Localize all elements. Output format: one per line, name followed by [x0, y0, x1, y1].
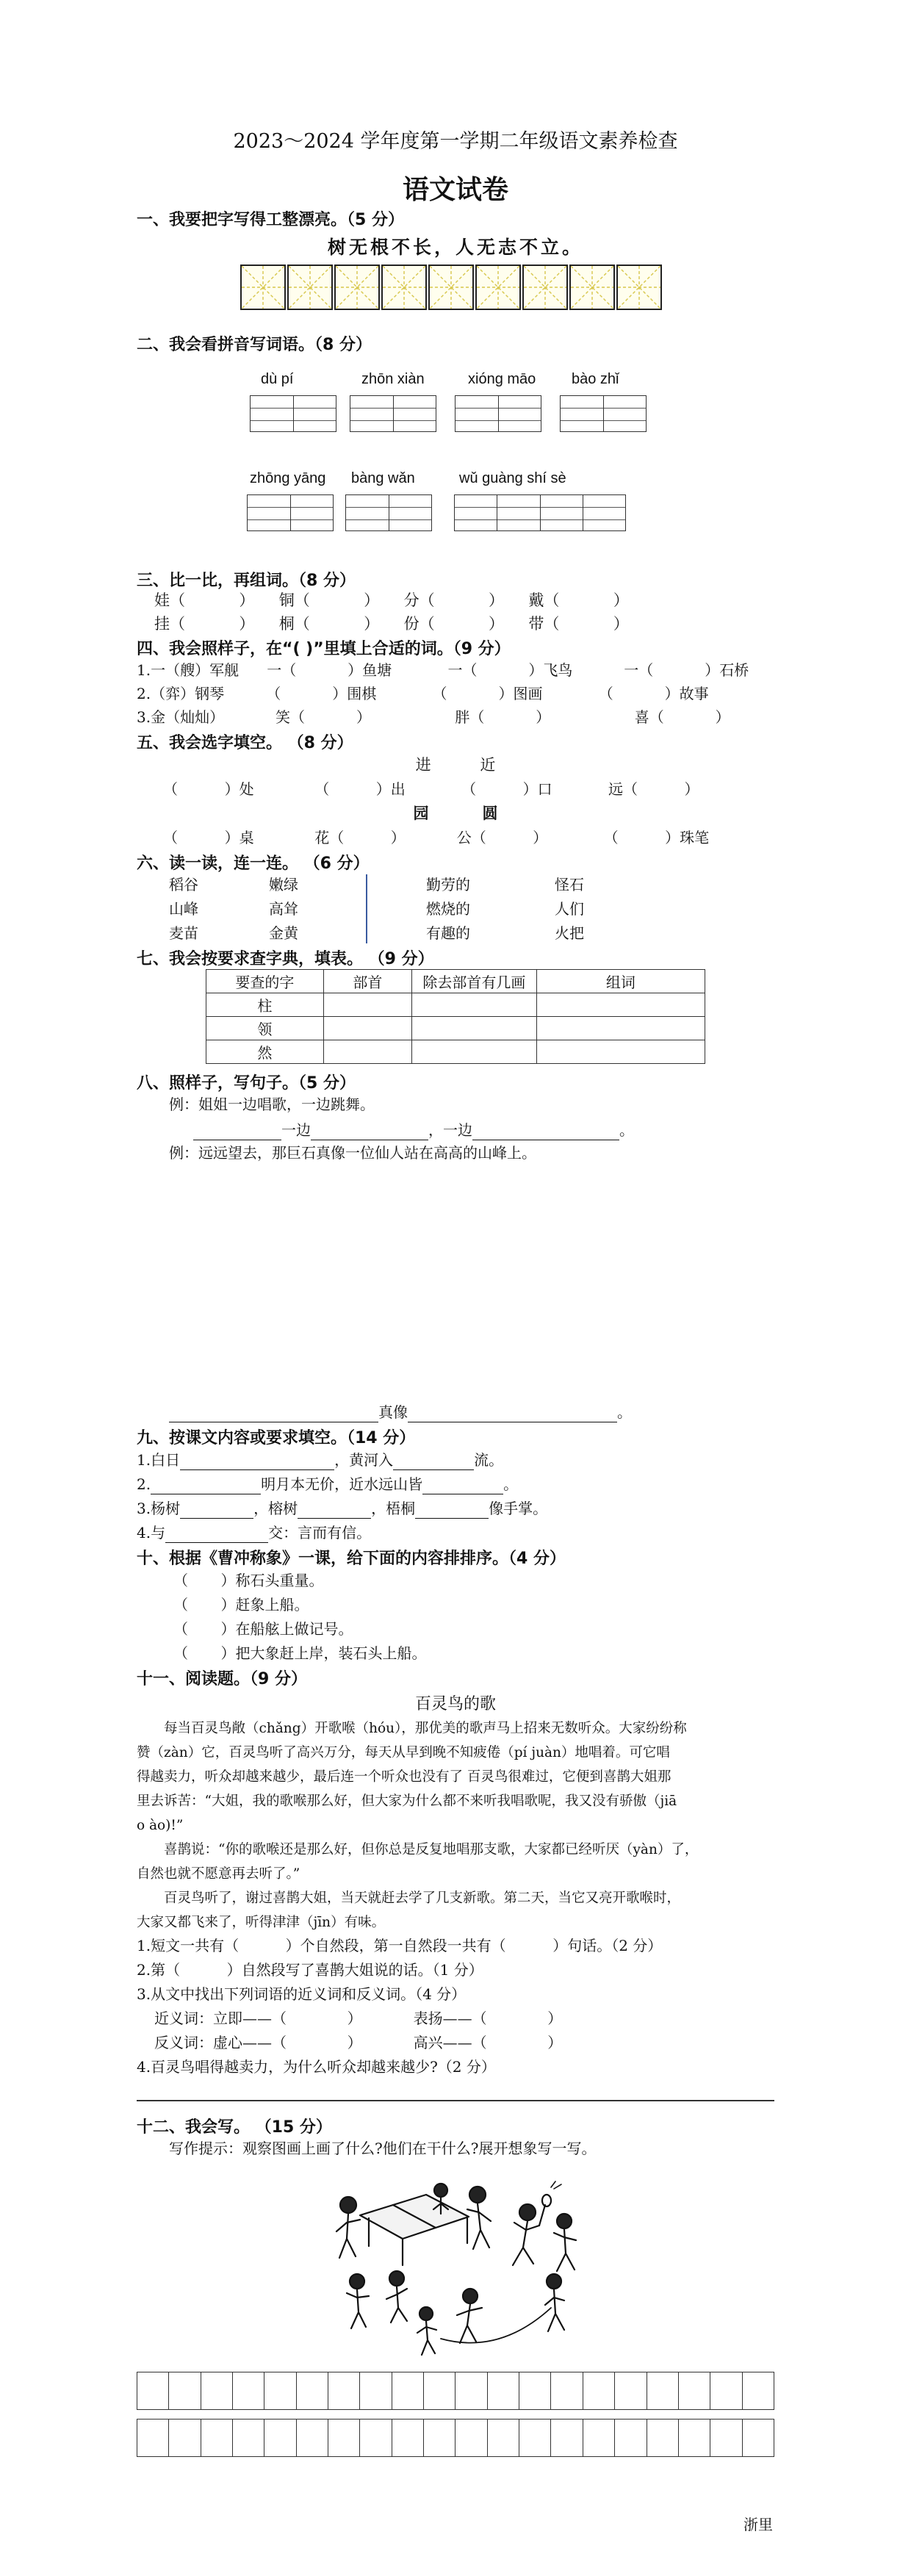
lookup-char: 柱 [206, 993, 324, 1017]
passage-line: o ào)!” [137, 1818, 184, 1833]
passage-line: 大家又都飞来了，听得津津（jīn）有味。 [137, 1915, 386, 1930]
fill-text: 4.与 [137, 1524, 166, 1541]
pinyin-write-box[interactable] [345, 494, 432, 531]
q1-heading: 一、我要把字写得工整漂亮。（5 分） [137, 211, 404, 229]
pinyin-zhonxian: zhōn xiàn [361, 371, 425, 387]
lookup-char: 然 [206, 1040, 324, 1064]
fill-text: 流。 [474, 1451, 504, 1469]
pinyin-wuguangshise: wǔ guàng shí sè [459, 470, 566, 486]
lookup-char: 领 [206, 1017, 324, 1040]
q4-heading: 四、我会照样子，在“( )”里填上合适的词。（9 分） [137, 640, 511, 658]
tianzige-box[interactable] [616, 265, 662, 310]
pinyin-write-box[interactable] [247, 494, 334, 531]
tianzige-box[interactable] [522, 265, 568, 310]
q9-line4 [137, 1522, 371, 1543]
answer-blank[interactable] [298, 1502, 371, 1519]
pinyin-zhongyang: zhōng yāng [250, 470, 326, 486]
q5-heading: 五、我会选字填空。 （8 分） [137, 734, 353, 752]
answer-blank[interactable] [180, 1453, 334, 1470]
passage-title: 百灵鸟的歌 [414, 1695, 496, 1713]
q4-line2: 2.（弈）钢琴 （ ）围棋 （ ）图画 （ ）故事 [137, 685, 709, 702]
q8-heading: 八、照样子，写句子。（5 分） [137, 1074, 356, 1093]
answer-blank[interactable] [422, 1478, 503, 1494]
q6-heading: 六、读一读，连一连。 （6 分） [137, 855, 370, 873]
table-header-cell: 部首 [323, 970, 411, 993]
table-header-cell: 组词 [536, 970, 705, 993]
exam-title: 2023～2024 学年度第一学期二年级语文素养检查 [233, 130, 678, 153]
passage-line: 赞（zàn）它，百灵鸟听了高兴万分，每天从早到晚不知疲倦（pí juàn）地唱着。可它唱 [137, 1745, 670, 1760]
answer-blank[interactable] [472, 1123, 619, 1140]
tianzige-box[interactable] [334, 265, 380, 310]
fill-text: 交：言而有信。 [268, 1524, 372, 1541]
answer-blank[interactable] [180, 1502, 253, 1519]
table-row [206, 1017, 705, 1040]
q5-pair2: 园 圆 [413, 804, 498, 822]
table-row [206, 993, 705, 1017]
answer-cell[interactable] [411, 1017, 536, 1040]
q8-example2: 例：远远望去，那巨石真像一位仙人站在高高的山峰上。 [169, 1144, 536, 1162]
answer-cell[interactable] [411, 1040, 536, 1064]
match-col4-item[interactable]: 人们 [555, 900, 584, 918]
pinyin-write-box[interactable] [455, 395, 541, 432]
answer-blank[interactable] [193, 1123, 281, 1140]
q11-question: 4.百灵鸟唱得越卖力，为什么听众却越来越少?（2 分） [137, 2058, 496, 2076]
answer-cell[interactable] [536, 1017, 705, 1040]
q5-line1: （ ）处 （ ）出 （ ）口 远（ ） [163, 780, 699, 798]
answer-blank[interactable] [311, 1123, 428, 1140]
q8-fill1: 一边 ，一边 。 [193, 1120, 634, 1140]
tianzige-box[interactable] [569, 265, 615, 310]
fill-text: 真像 [378, 1403, 408, 1421]
q11-question: 2.第（ ）自然段写了喜鹊大姐说的话。（1 分） [137, 1961, 483, 1979]
match-col1-item[interactable]: 山峰 [169, 900, 198, 918]
fill-text: 2. [137, 1475, 151, 1493]
match-col2-item[interactable]: 嫩绿 [269, 876, 298, 893]
pinyin-write-box[interactable] [454, 494, 626, 531]
table-header-cell: 要查的字 [206, 970, 324, 993]
tianzige-box[interactable] [428, 265, 474, 310]
q1-proverb: 树无根不长，人无志不立。 [327, 237, 583, 258]
fill-text: ，榕树 [253, 1500, 298, 1517]
order-item[interactable]: （ ）赶象上船。 [173, 1596, 309, 1613]
fill-text: 像手掌。 [489, 1500, 548, 1517]
fill-text: 1.白日 [137, 1451, 181, 1469]
q7-heading: 七、我会按要求查字典，填表。 （9 分） [137, 950, 434, 968]
passage-paragraph-3 [137, 1886, 680, 1935]
passage-line: 里去诉苦：“大姐，我的歌喉那么好，但大家为什么都不来听我唱歌呢，我又没有骄傲（jiā [137, 1794, 677, 1809]
q11-question: 1.短文一共有（ ）个自然段，第一自然段一共有（ ）句话。（2 分） [137, 1937, 663, 1954]
pinyin-baozhi: bào zhǐ [572, 371, 619, 387]
pinyin-bangwan: bàng wǎn [351, 470, 415, 486]
answer-cell[interactable] [323, 1017, 411, 1040]
q9-line2 [137, 1474, 518, 1494]
q3-heading: 三、比一比，再组词。（8 分） [137, 572, 356, 590]
composition-grid-row[interactable] [137, 2372, 774, 2410]
pinyin-xiongmao: xióng māo [468, 371, 536, 387]
q4-line3: 3.金（灿灿） 笑（ ） 胖（ ） 喜（ ） [137, 708, 730, 726]
q5-pair1: 进 近 [415, 756, 496, 774]
q12-heading: 十二、我会写。 （15 分） [137, 2118, 332, 2137]
pinyin-write-box[interactable] [560, 395, 647, 432]
fill-text: 一边 [281, 1121, 311, 1139]
match-col4-item[interactable]: 怪石 [555, 876, 584, 893]
answer-blank[interactable] [169, 1406, 378, 1422]
passage-line: 每当百灵鸟敞（chǎng）开歌喉（hóu），那优美的歌声马上招来无数听众。大家纷纷称 [164, 1721, 687, 1736]
table-header-row [206, 970, 705, 993]
q11-question: 反义词：虚心——（ ） 高兴——（ ） [154, 2034, 563, 2051]
pinyin-dupi: dù pí [261, 371, 294, 387]
answer-blank[interactable] [151, 1478, 261, 1494]
fill-text: 明月本无价，近水远山皆 [261, 1475, 423, 1493]
order-item[interactable]: （ ）在船舷上做记号。 [173, 1620, 353, 1638]
fill-text: ，一边 [428, 1121, 472, 1139]
passage-line: 自然也就不愿意再去听了。” [137, 1866, 300, 1882]
match-col2-item[interactable]: 高耸 [269, 900, 298, 918]
tianzige-box[interactable] [475, 265, 521, 310]
q3-line1: 娃（ ） 铜（ ） 分（ ） 戴（ ） [154, 591, 629, 609]
q11-question: 近义词：立即——（ ） 表扬——（ ） [154, 2010, 563, 2027]
match-col2-item[interactable]: 金黄 [269, 924, 298, 942]
answer-cell[interactable] [323, 1040, 411, 1064]
table-row [206, 1040, 705, 1064]
answer-blank[interactable] [408, 1406, 617, 1422]
q4-line1: 1.一（艘）军舰 一（ ）鱼塘 一（ ）飞鸟 一（ ）石桥 [137, 661, 749, 679]
match-col3-item[interactable]: 燃烧的 [426, 900, 470, 918]
footer-mark: 浙里 [743, 2516, 773, 2533]
answer-cell[interactable] [323, 993, 411, 1017]
fill-text: ，黄河入 [334, 1451, 394, 1469]
tianzige-box[interactable] [240, 265, 286, 310]
answer-line[interactable] [137, 2100, 774, 2101]
match-col3-item[interactable]: 勤劳的 [426, 876, 470, 893]
q9-heading: 九、按课文内容或要求填空。（14 分） [137, 1429, 416, 1447]
q9-line3 [137, 1498, 547, 1519]
answer-cell[interactable] [411, 993, 536, 1017]
fill-text: 3.杨树 [137, 1500, 181, 1517]
answer-cell[interactable] [536, 993, 705, 1017]
q3-line2: 挂（ ） 桐（ ） 份（ ） 带（ ） [154, 615, 629, 633]
fill-text: ，梧桐 [371, 1500, 416, 1517]
order-item[interactable]: （ ）把大象赶上岸，装石头上船。 [173, 1644, 427, 1662]
passage-line: 得越卖力，听众却越来越少，最后连一个听众也没有了 百灵鸟很难过，它便到喜鹊大姐那 [137, 1769, 671, 1785]
passage-paragraph-1 [137, 1716, 687, 1838]
table-header-cell: 除去部首有几画 [411, 970, 536, 993]
answer-blank[interactable] [165, 1526, 268, 1543]
match-col1-item[interactable]: 麦苗 [169, 924, 198, 942]
q2-heading: 二、我会看拼音写词语。（8 分） [137, 336, 372, 354]
passage-paragraph-2 [137, 1838, 698, 1886]
fill-text: 。 [503, 1475, 519, 1493]
tianzige-box[interactable] [381, 265, 427, 310]
answer-cell[interactable] [536, 1040, 705, 1064]
q12-prompt: 写作提示：观察图画上画了什么?他们在干什么?展开想象写一写。 [169, 2140, 597, 2157]
children-playing-illustration [331, 2171, 580, 2359]
match-col1-item[interactable]: 稻谷 [169, 876, 198, 893]
exam-subtitle: 语文试卷 [402, 175, 508, 205]
divider-line [366, 874, 367, 943]
q5-line2: （ ）桌 花（ ） 公（ ） （ ）珠笔 [163, 829, 710, 846]
tianzige-box[interactable] [287, 265, 333, 310]
order-item[interactable]: （ ）称石头重量。 [173, 1572, 324, 1589]
q10-heading: 十、根据《曹冲称象》一课，给下面的内容排排序。（4 分） [137, 1550, 566, 1568]
match-col4-item[interactable]: 火把 [555, 924, 584, 942]
q9-line1 [137, 1450, 503, 1470]
pinyin-write-box[interactable] [350, 395, 436, 432]
passage-line: 喜鹊说：“你的歌喉还是那么好，但你总是反复地唱那支歌，大家都已经听厌（yàn）了， [164, 1842, 699, 1857]
q8-fill2: 真像 。 [169, 1402, 632, 1422]
q11-question: 3.从文中找出下列词语的近义词和反义词。（4 分） [137, 1985, 467, 2003]
match-col3-item[interactable]: 有趣的 [426, 924, 470, 942]
q11-heading: 十一、阅读题。（9 分） [137, 1670, 307, 1688]
dictionary-table [206, 969, 705, 1064]
passage-line: 百灵鸟听了，谢过喜鹊大姐，当天就赶去学了几支新歌。第二天，当它又亮开歌喉时， [164, 1890, 681, 1906]
pinyin-write-box[interactable] [250, 395, 336, 432]
q8-example1: 例：姐姐一边唱歌，一边跳舞。 [169, 1095, 375, 1113]
answer-blank[interactable] [415, 1502, 489, 1519]
composition-grid-row[interactable] [137, 2419, 774, 2457]
answer-blank[interactable] [393, 1453, 474, 1470]
